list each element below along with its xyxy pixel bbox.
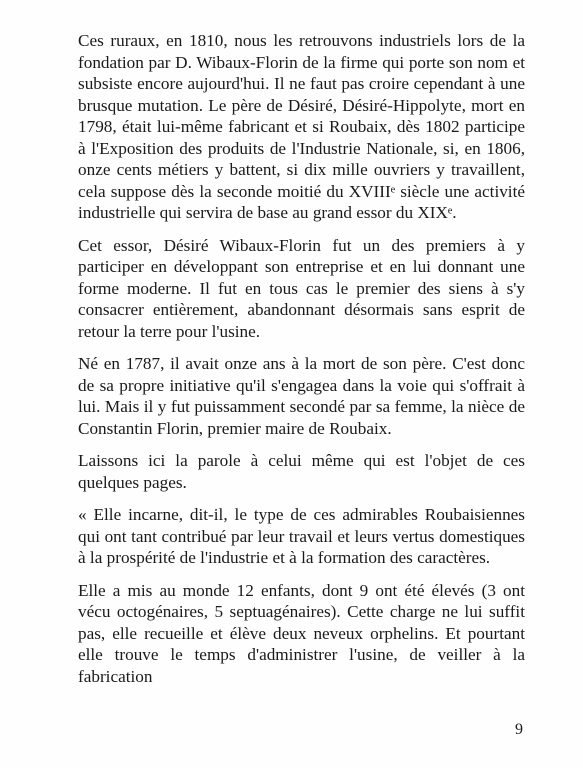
- paragraph-6: Elle a mis au monde 12 enfants, dont 9 ont été élevés (3 ont vécu octogénaires, 5 septuagénaires). Cette charge ne lui suffit pas, elle recueille et élève deux neveux orphelins. Et pourtant elle trouve le temps d'administrer l'usine, de veiller à la fabrication: [78, 580, 525, 686]
- page-number: 9: [515, 721, 523, 738]
- page-body-text: [78, 30, 525, 698]
- paragraph-5: « Elle incarne, dit-il, le type de ces admirables Roubaisiennes qui ont tant contribué par leur travail et leurs vertus domestiques à la prospérité de l'industrie et à la formation des caractères.: [78, 505, 525, 567]
- paragraph-2: Cet essor, Désiré Wibaux-Florin fut un des premiers à y participer en développant son entreprise et en lui donnant une forme moderne. Il fut en tous cas le premier des siens à s'y consacrer entièrement, abandonnant désormais sans esprit de retour la terre pour l'usine.: [78, 235, 525, 341]
- paragraph-3: Né en 1787, il avait onze ans à la mort de son père. C'est donc de sa propre initiative qu'il s'engagea dans la voie qui s'offrait à lui. Mais il y fut puissamment secondé par sa femme, la nièce de Constantin Florin, premier maire de Roubaix.: [78, 354, 525, 438]
- paragraph-1: Ces ruraux, en 1810, nous les retrouvons industriels lors de la fondation par D. Wibaux-Florin de la firme qui porte son nom et subsiste encore aujourd'hui. Il ne faut pas croire cependant à une brusque mutation. Le père de Désiré, Désiré-Hippolyte, mort en 1798, était lui-même fabricant et si Roubaix, dès 1802 participe à l'Exposition des produits de l'Industrie Nationale, si, en 1806, onze cents métiers y battent, si dix mille ouvriers y travaillent, cela suppose dès la seconde moitié du XVIIIᵉ siècle une activité industrielle qui servira de base au grand essor du XIXᵉ.: [78, 31, 525, 222]
- paragraph-4: Laissons ici la parole à celui même qui est l'objet de ces quelques pages.: [78, 451, 525, 492]
